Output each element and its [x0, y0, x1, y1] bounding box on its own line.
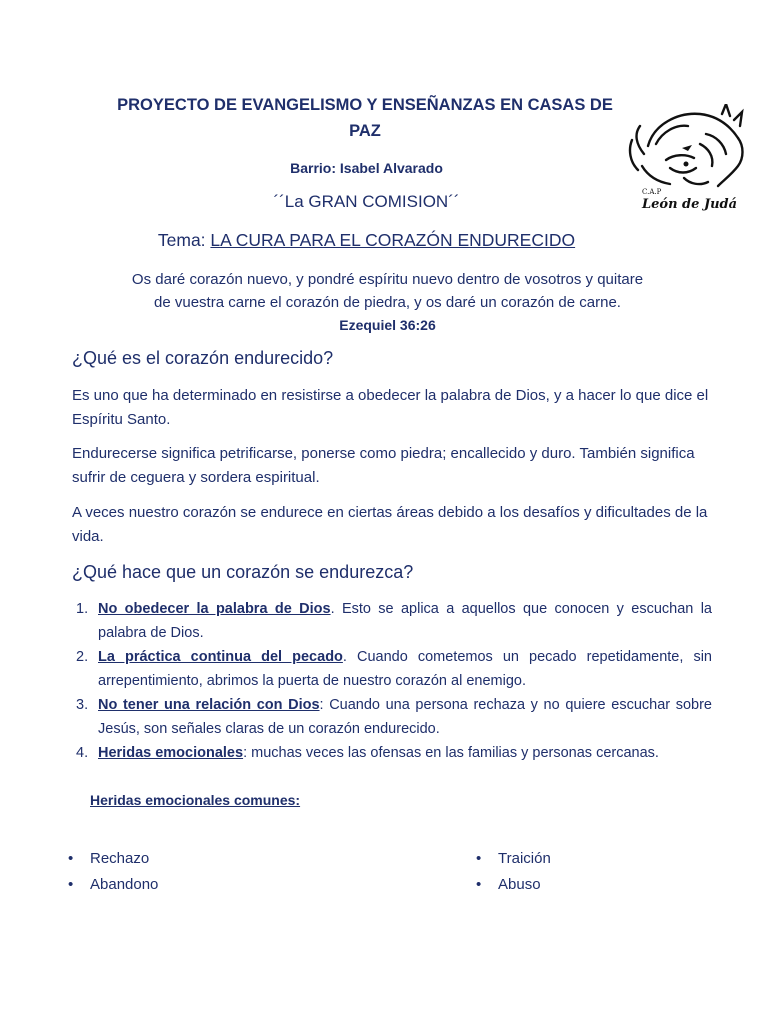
barrio-label: Barrio: Isabel Alvarado: [290, 160, 443, 176]
wounds-heading: Heridas emocionales comunes:: [90, 792, 301, 808]
list-item: • Abandono: [68, 872, 158, 898]
svg-text:León de Judá: León de Judá: [642, 197, 738, 212]
cause-term: La práctica continua del pecado: [98, 649, 343, 665]
list-item: • Rechazo: [68, 846, 158, 872]
list-item: 3. No tener una relación con Dios: Cuando una persona rechaza y no quiere escuchar sobre Jesús, son señales claras de un corazón endurecido.: [76, 697, 712, 737]
list-item: 1. No obedecer la palabra de Dios. Esto se aplica a aquellos que conocen y escuchan la palabra de Dios.: [76, 601, 712, 641]
cause-term: No obedecer la palabra de Dios: [98, 601, 331, 617]
comision-title: ´´La GRAN COMISION´´: [273, 192, 460, 211]
paragraph-areas: A veces nuestro corazón se endurece en ciertas áreas debido a los desafíos y dificultades de la vida.: [72, 504, 708, 545]
causes-list: [72, 597, 712, 765]
wounds-list-right: [476, 846, 551, 898]
list-item: 4. Heridas emocionales: muchas veces las ofensas en las familias y personas cercanas.: [76, 745, 659, 761]
svg-text:C.A.P: C.A.P: [642, 188, 662, 196]
tema-title: LA CURA PARA EL CORAZÓN ENDURECIDO: [210, 230, 576, 250]
verse-line-1: Os daré corazón nuevo, y pondré espíritu nuevo dentro de vosotros y quitare: [131, 271, 644, 288]
cause-term: Heridas emocionales: [98, 745, 244, 761]
bible-verse: [90, 268, 685, 337]
tema-prefix: Tema:: [157, 230, 211, 250]
paragraph-meaning: Endurecerse significa petrificarse, ponerse como piedra; encallecido y duro. También significa sufrir de ceguera y sordera espiritual.: [72, 445, 695, 486]
list-item: • Abuso: [476, 872, 551, 898]
cause-term: No tener una relación con Dios: [98, 697, 320, 713]
tema-line: [0, 230, 733, 251]
verse-reference: Ezequiel 36:26: [339, 317, 436, 333]
section-heading-what-is: ¿Qué es el corazón endurecido?: [72, 348, 334, 368]
list-item: 2. La práctica continua del pecado. Cuando cometemos un pecado repetidamente, sin arrepentimiento, abrimos la puerta de nuestro corazón al enemigo.: [76, 649, 712, 689]
wounds-list-left: [68, 846, 158, 898]
list-item: • Traición: [476, 846, 551, 872]
verse-line-2: de vuestra carne el corazón de piedra, y os daré un corazón de carne.: [154, 294, 621, 311]
section-heading-causes: ¿Qué hace que un corazón se endurezca?: [72, 562, 414, 582]
paragraph-definition: Es uno que ha determinado en resistirse a obedecer la palabra de Dios, y a hacer lo que dice el Espíritu Santo.: [72, 387, 709, 428]
document-title: PROYECTO DE EVANGELISMO Y ENSEÑANZAS EN CASAS DE PAZ: [117, 96, 613, 140]
